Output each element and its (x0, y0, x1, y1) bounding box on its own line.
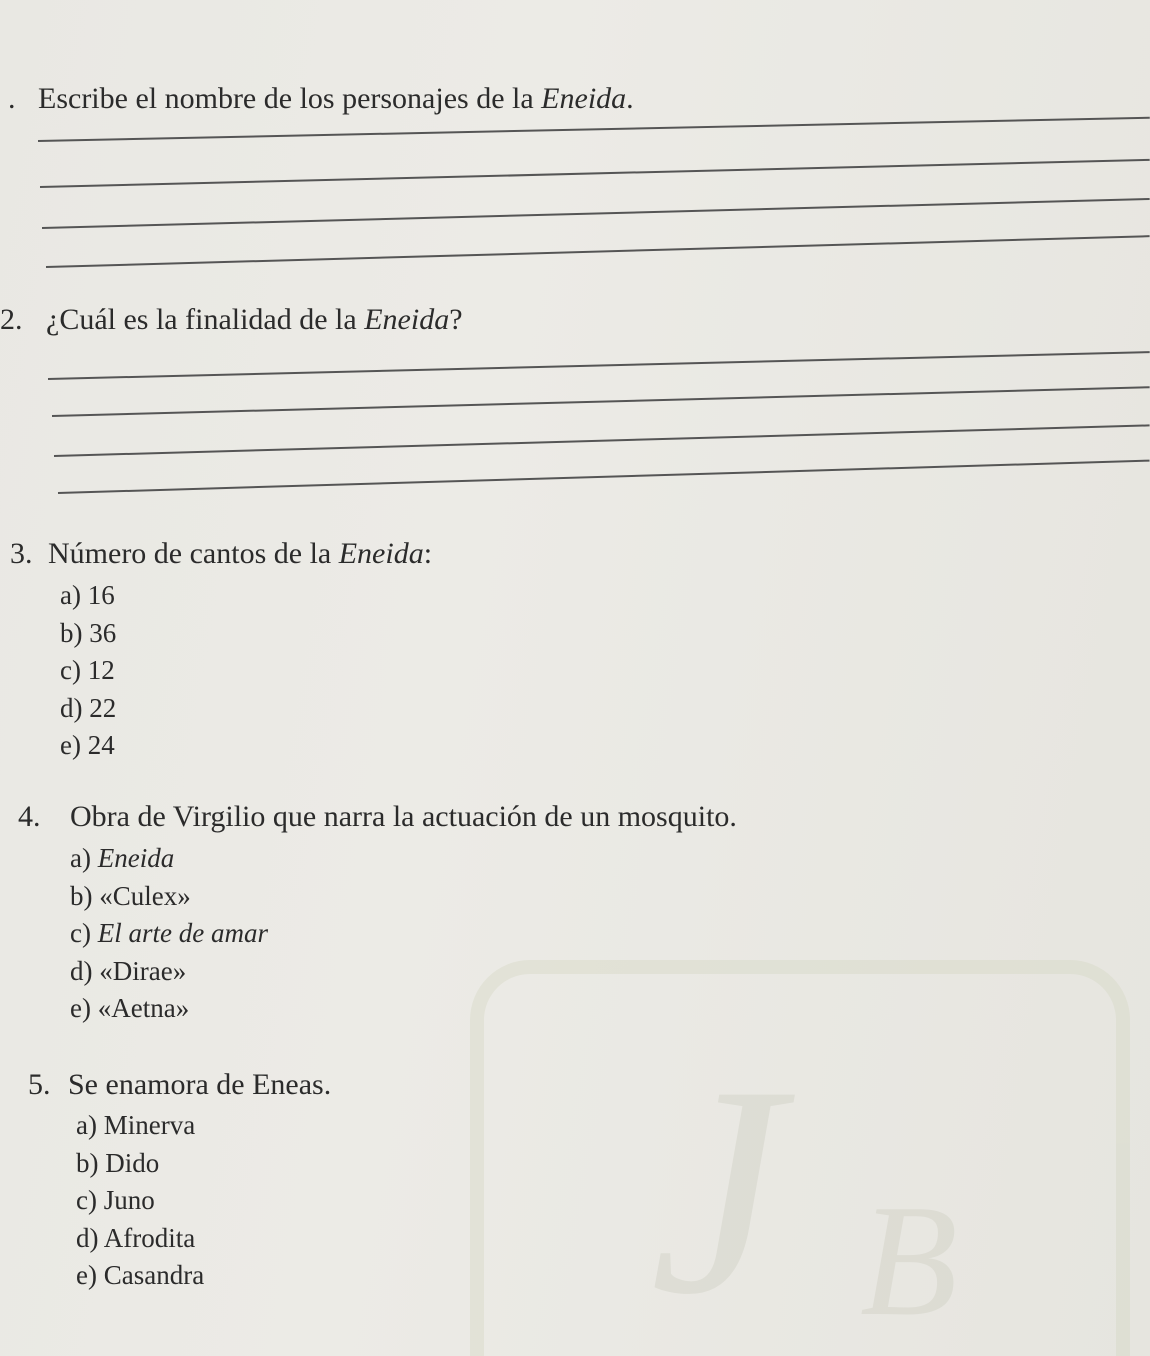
answer-line-1-4[interactable] (46, 235, 1150, 268)
option-4d[interactable] (70, 953, 268, 991)
option-letter: e) (76, 1260, 97, 1290)
question-2 (0, 303, 463, 337)
option-text: Juno (103, 1185, 155, 1215)
option-letter: a) (60, 580, 81, 610)
option-3a[interactable] (60, 577, 116, 615)
question-2-prompt: ¿Cuál es la finalidad de la (46, 303, 365, 336)
option-text: Eneida (97, 843, 175, 873)
option-text: 16 (87, 580, 115, 610)
question-2-number: 2. (0, 303, 23, 336)
question-5 (28, 1068, 331, 1102)
option-text: El arte de amar (97, 918, 268, 948)
question-3-prompt-italic: Eneida (338, 537, 424, 570)
question-3-prompt: Número de cantos de la (48, 537, 339, 570)
question-3-prompt-end: : (423, 537, 433, 570)
option-letter: d) (70, 955, 93, 986)
option-letter: d) (60, 692, 83, 723)
answer-line-2-3[interactable] (54, 424, 1150, 457)
option-letter: c) (60, 655, 81, 685)
watermark-letter-j: J (650, 1024, 784, 1356)
option-letter: b) (60, 617, 83, 648)
option-text: Afrodita (103, 1222, 196, 1253)
question-2-prompt-end: ? (449, 303, 463, 336)
option-text: 12 (87, 655, 115, 685)
option-letter: c) (70, 918, 91, 948)
option-text: «Aetna» (97, 993, 190, 1023)
question-4-number: 4. (18, 800, 41, 833)
question-1 (8, 82, 634, 116)
option-letter: b) (70, 880, 93, 911)
question-1-prompt-end: . (626, 82, 634, 115)
option-5b[interactable] (76, 1145, 204, 1183)
option-letter: a) (70, 843, 91, 873)
question-1-prompt: Escribe el nombre de los personajes de la (38, 82, 542, 115)
answer-line-1-1[interactable] (38, 117, 1150, 142)
option-3c[interactable] (60, 652, 116, 690)
question-5-number: 5. (28, 1068, 51, 1101)
option-text: 24 (87, 730, 115, 760)
question-3-options (60, 577, 116, 765)
option-3e[interactable] (60, 727, 116, 765)
option-5e[interactable] (76, 1257, 204, 1295)
option-text: «Dirae» (99, 955, 187, 986)
option-text: «Culex» (99, 880, 191, 911)
question-3-number: 3. (10, 537, 33, 570)
option-text: Casandra (103, 1260, 205, 1290)
question-5-prompt: Se enamora de Eneas. (68, 1068, 332, 1101)
option-4e[interactable] (70, 990, 268, 1028)
option-4b[interactable] (70, 878, 268, 916)
option-text: Dido (105, 1147, 160, 1178)
option-4a[interactable] (70, 840, 268, 878)
answer-line-1-3[interactable] (42, 198, 1150, 229)
option-letter: b) (76, 1147, 99, 1178)
option-3d[interactable] (60, 690, 116, 728)
option-letter: a) (76, 1110, 97, 1140)
option-5d[interactable] (76, 1220, 204, 1258)
option-5a[interactable] (76, 1107, 204, 1145)
answer-line-2-2[interactable] (52, 386, 1150, 417)
watermark-letter-b: B (860, 1171, 958, 1349)
option-text: 22 (89, 692, 117, 723)
answer-line-2-1[interactable] (48, 351, 1150, 380)
option-letter: d) (76, 1222, 99, 1253)
question-2-prompt-italic: Eneida (364, 303, 450, 336)
question-5-options (76, 1107, 204, 1295)
question-4-prompt: Obra de Virgilio que narra la actuación de un mosquito. (70, 800, 737, 833)
option-5c[interactable] (76, 1182, 204, 1220)
option-3b[interactable] (60, 615, 116, 653)
option-text: 36 (89, 617, 117, 648)
option-4c[interactable] (70, 915, 268, 953)
question-1-number: . (8, 82, 16, 115)
option-text: Minerva (103, 1110, 196, 1140)
answer-line-1-2[interactable] (40, 159, 1150, 188)
option-letter: c) (76, 1185, 97, 1215)
question-4 (18, 800, 737, 834)
answer-line-2-4[interactable] (58, 460, 1150, 494)
watermark-shield (470, 960, 1130, 1356)
question-1-prompt-italic: Eneida (541, 82, 627, 115)
option-letter: e) (70, 993, 91, 1023)
question-4-options (70, 840, 268, 1028)
question-3 (10, 537, 432, 571)
option-letter: e) (60, 730, 81, 760)
